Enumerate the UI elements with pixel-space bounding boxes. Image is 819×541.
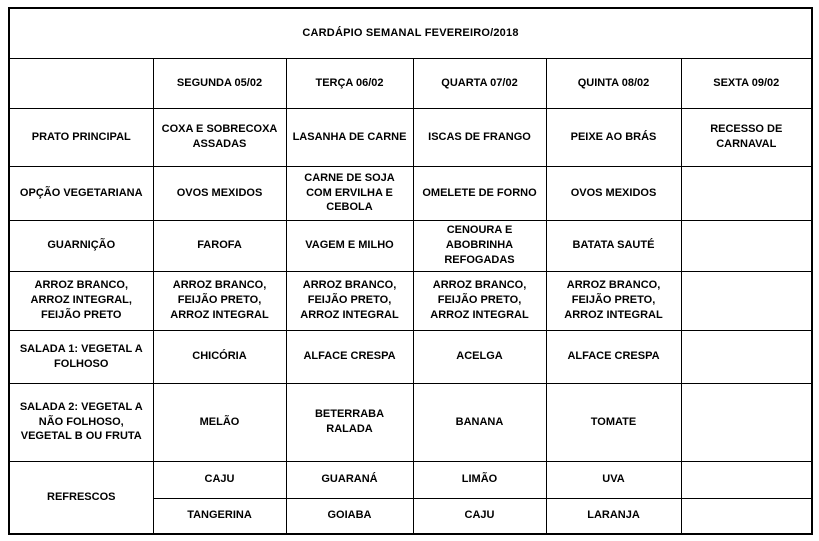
menu-cell: ALFACE CRESPA [286, 330, 413, 383]
menu-cell: ISCAS DE FRANGO [413, 108, 546, 166]
menu-cell: COXA E SOBRECOXA ASSADAS [153, 108, 286, 166]
row-guarnicao [9, 220, 812, 271]
menu-cell-empty [681, 383, 812, 461]
menu-cell: GOIABA [286, 498, 413, 534]
row-label: ARROZ BRANCO, ARROZ INTEGRAL, FEIJÃO PRETO [9, 271, 153, 330]
menu-cell: ALFACE CRESPA [546, 330, 681, 383]
menu-cell-empty [681, 498, 812, 534]
menu-cell: VAGEM E MILHO [286, 220, 413, 271]
day-header-monday: SEGUNDA 05/02 [153, 58, 286, 108]
row-label-refrescos: REFRESCOS [9, 461, 153, 534]
menu-cell: CHICÓRIA [153, 330, 286, 383]
menu-cell-empty [681, 271, 812, 330]
menu-cell: CAJU [413, 498, 546, 534]
menu-cell: BANANA [413, 383, 546, 461]
title-row [9, 8, 812, 58]
menu-cell: TANGERINA [153, 498, 286, 534]
menu-cell: CENOURA E ABOBRINHA REFOGADAS [413, 220, 546, 271]
row-label: OPÇÃO VEGETARIANA [9, 166, 153, 220]
day-header-thursday: QUINTA 08/02 [546, 58, 681, 108]
row-arroz-feijao [9, 271, 812, 330]
menu-cell: OVOS MEXIDOS [546, 166, 681, 220]
menu-cell: GUARANÁ [286, 461, 413, 498]
menu-cell: ARROZ BRANCO, FEIJÃO PRETO, ARROZ INTEGRAL [153, 271, 286, 330]
menu-cell: BETERRABA RALADA [286, 383, 413, 461]
menu-cell-empty [681, 330, 812, 383]
page-title: CARDÁPIO SEMANAL FEVEREIRO/2018 [9, 8, 812, 58]
menu-cell: UVA [546, 461, 681, 498]
row-prato-principal [9, 108, 812, 166]
menu-cell: LIMÃO [413, 461, 546, 498]
menu-cell: TOMATE [546, 383, 681, 461]
menu-cell: MELÃO [153, 383, 286, 461]
day-header-wednesday: QUARTA 07/02 [413, 58, 546, 108]
menu-cell: CAJU [153, 461, 286, 498]
menu-cell: ARROZ BRANCO, FEIJÃO PRETO, ARROZ INTEGRAL [286, 271, 413, 330]
day-header-friday: SEXTA 09/02 [681, 58, 812, 108]
menu-cell: BATATA SAUTÉ [546, 220, 681, 271]
row-label: SALADA 1: VEGETAL A FOLHOSO [9, 330, 153, 383]
carnival-recess-note: RECESSO DE CARNAVAL [681, 108, 812, 166]
row-label: SALADA 2: VEGETAL A NÃO FOLHOSO, VEGETAL B OU FRUTA [9, 383, 153, 461]
corner-cell [9, 58, 153, 108]
row-refrescos-1 [9, 461, 812, 498]
menu-cell: LASANHA DE CARNE [286, 108, 413, 166]
menu-cell: OMELETE DE FORNO [413, 166, 546, 220]
menu-cell: CARNE DE SOJA COM ERVILHA E CEBOLA [286, 166, 413, 220]
menu-cell-empty [681, 166, 812, 220]
day-header-row [9, 58, 812, 108]
menu-cell: ACELGA [413, 330, 546, 383]
weekly-menu-table [8, 7, 813, 535]
menu-cell-empty [681, 220, 812, 271]
row-salada-2 [9, 383, 812, 461]
menu-cell: PEIXE AO BRÁS [546, 108, 681, 166]
row-label: GUARNIÇÃO [9, 220, 153, 271]
menu-cell-empty [681, 461, 812, 498]
menu-cell: FAROFA [153, 220, 286, 271]
menu-cell: ARROZ BRANCO, FEIJÃO PRETO, ARROZ INTEGRAL [546, 271, 681, 330]
menu-cell: LARANJA [546, 498, 681, 534]
menu-cell: OVOS MEXIDOS [153, 166, 286, 220]
row-opcao-vegetariana [9, 166, 812, 220]
day-header-tuesday: TERÇA 06/02 [286, 58, 413, 108]
menu-cell: ARROZ BRANCO, FEIJÃO PRETO, ARROZ INTEGRAL [413, 271, 546, 330]
row-salada-1 [9, 330, 812, 383]
row-label: PRATO PRINCIPAL [9, 108, 153, 166]
